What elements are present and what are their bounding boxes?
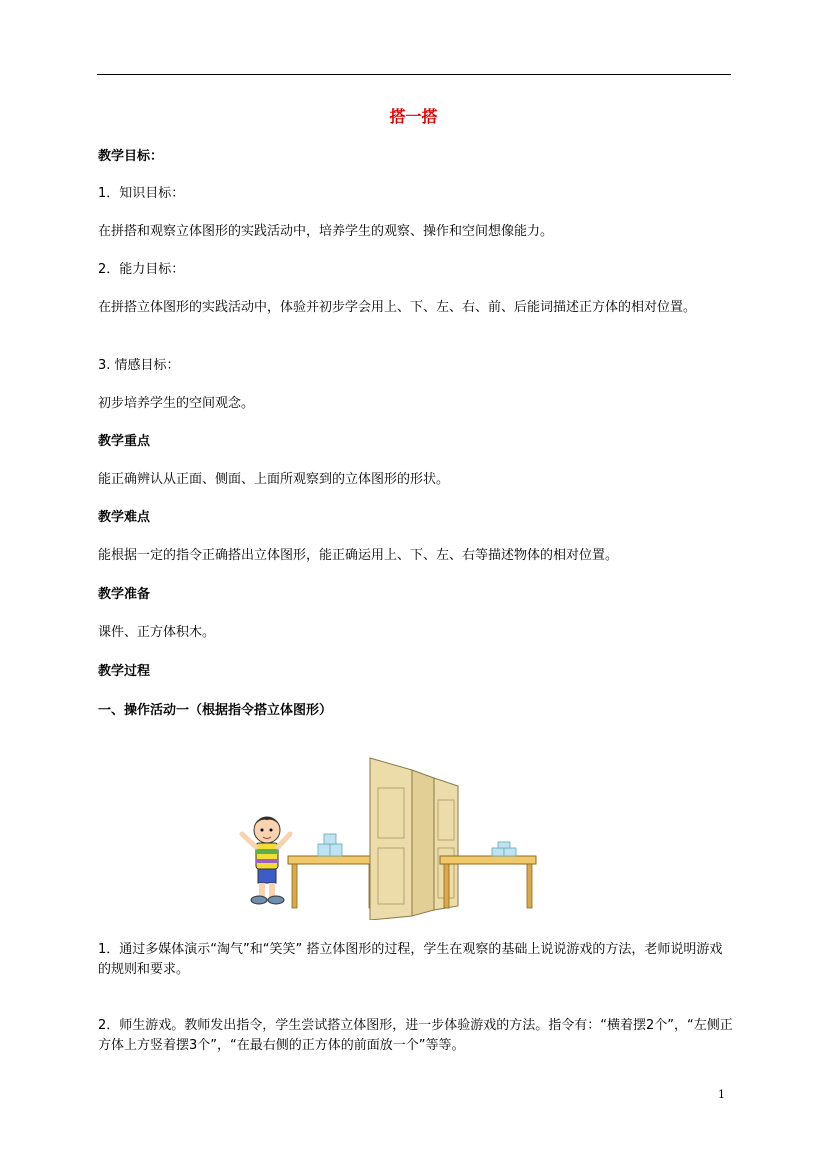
document-title: 搭一搭 xyxy=(389,107,438,126)
difficulties-text: 能根据一定的指令正确搭出立体图形，能正确运用上、下、左、右等描述物体的相对位置。 xyxy=(98,548,619,563)
step-two-text: 2．师生游戏。教师发出指令，学生尝试搭立体图形，进一步体验游戏的方法。指令有：“横着摆2个”，“左侧正方体上方竖着摆3个”，“在最右侧的正方体的前面放一个”等等。 xyxy=(98,1018,733,1053)
heading-key-points: 教学重点 xyxy=(98,434,151,449)
emotion-goal-text: 初步培养学生的空间观念。 xyxy=(98,396,255,411)
heading-process: 教学过程 xyxy=(98,664,151,679)
header-rule xyxy=(97,74,731,75)
heading-preparation: 教学准备 xyxy=(98,587,151,602)
step-one-text: 1．通过多媒体演示“淘气”和“笑笑” 搭立体图形的过程，学生在观察的基础上说说游戏的方法，老师说明游戏的规则和要求。 xyxy=(98,942,723,977)
activity-one-heading: 一、操作活动一（根据指令搭立体图形） xyxy=(98,703,333,718)
key-points-text: 能正确辨认从正面、侧面、上面所观察到的立体图形的形状。 xyxy=(98,472,450,487)
illustration-two-children-blocks xyxy=(230,748,540,920)
preparation-text: 课件、正方体积木。 xyxy=(98,625,216,640)
heading-difficulties: 教学难点 xyxy=(98,510,151,525)
knowledge-goal-text: 在拼搭和观察立体图形的实践活动中，培养学生的观察、操作和空间想像能力。 xyxy=(98,224,554,239)
knowledge-goal-label: 1．知识目标： xyxy=(98,186,185,201)
heading-teaching-goals: 教学目标： xyxy=(98,149,164,164)
boy-figure xyxy=(242,817,290,904)
left-table xyxy=(288,834,378,908)
ability-goal-label: 2．能力目标： xyxy=(98,262,185,277)
ability-goal-text: 在拼搭立体图形的实践活动中，体验并初步学会用上、下、左、右、前、后能词描述正方体的相对位置。 xyxy=(98,300,697,315)
emotion-goal-label: 3. 情感目标： xyxy=(98,358,180,373)
page-number: 1 xyxy=(718,1088,725,1101)
